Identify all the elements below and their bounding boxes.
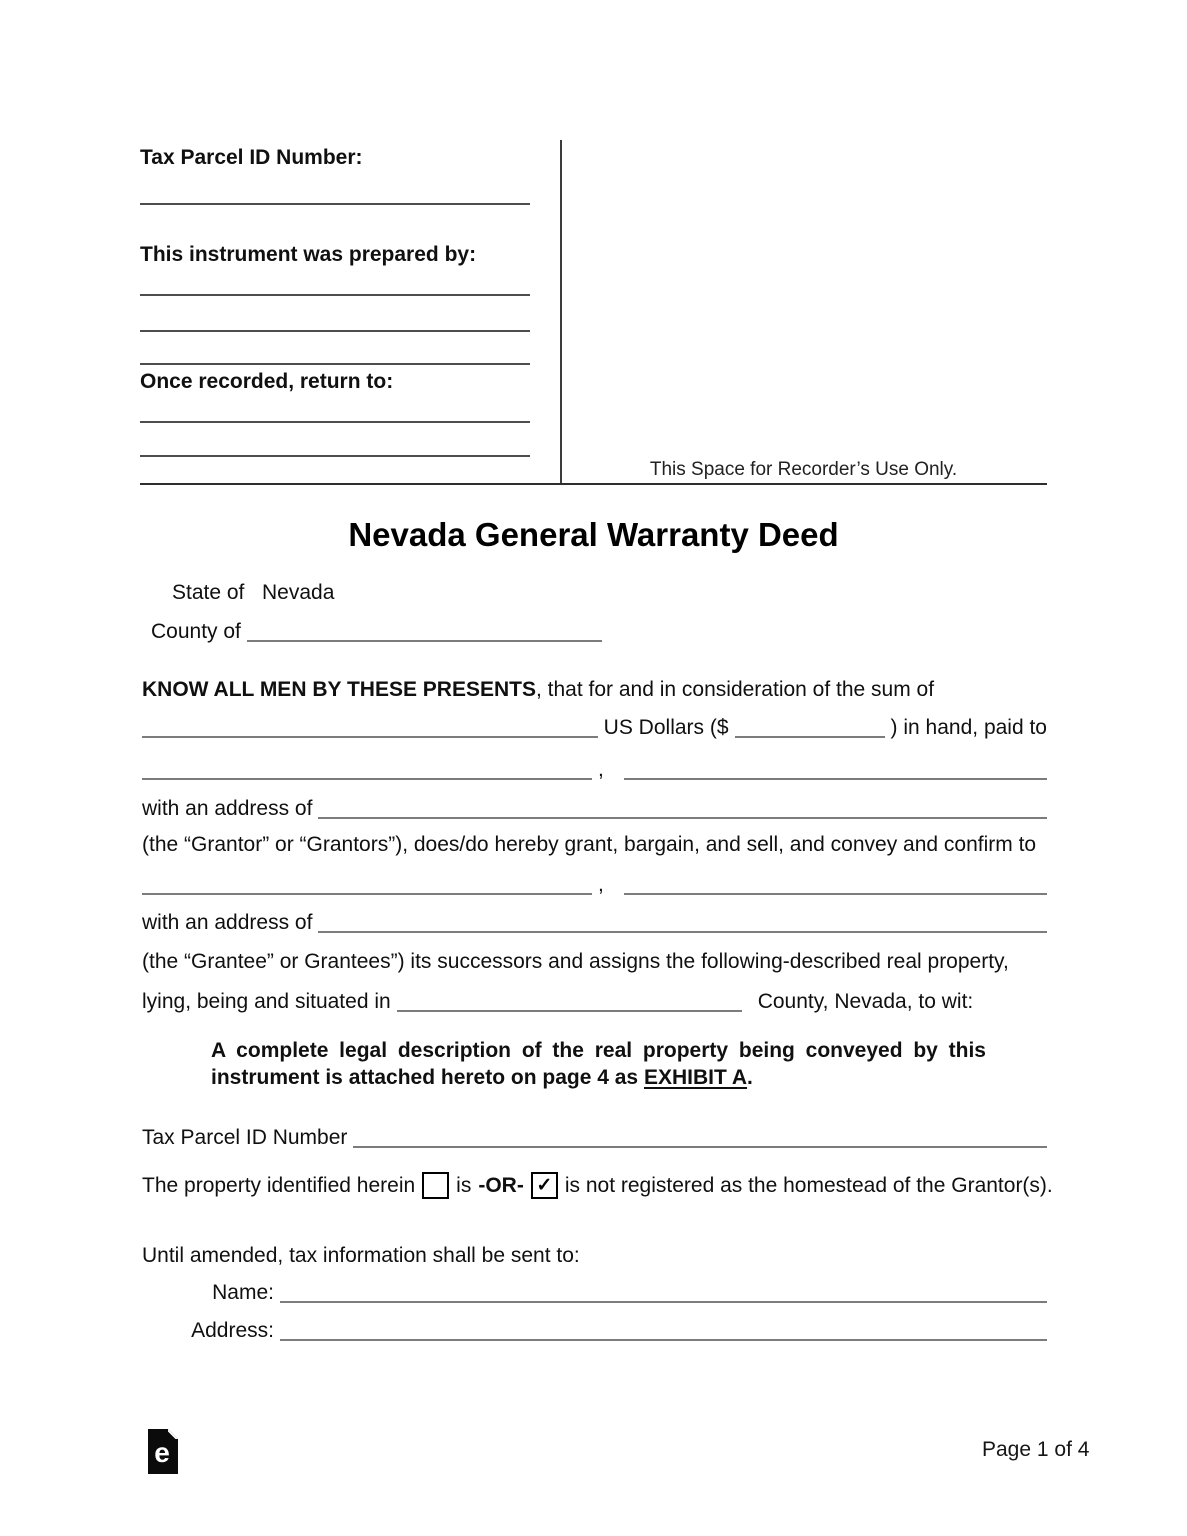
grantee-clause-text: (the “Grantee” or Grantees”) its successors and assigns the following-described real property, [142, 950, 1009, 973]
legal-description-paragraph [211, 1038, 986, 1092]
tax-info-intro-row [142, 1244, 1047, 1268]
presents-rest-text: , that for and in consideration of the sum of [536, 678, 935, 701]
grantee-name-1-field[interactable] [142, 875, 592, 895]
grantee-address-label: with an address of [142, 911, 313, 934]
tax-info-address-field[interactable] [280, 1321, 1047, 1341]
grantee-name-2-field[interactable] [624, 875, 1047, 895]
us-dollars-label: US Dollars ($ [603, 716, 729, 739]
grantor-name-2-field[interactable] [624, 760, 1047, 780]
eforms-logo-icon [148, 1429, 178, 1479]
in-hand-label: ) in hand, paid to [890, 716, 1047, 739]
tax-info-name-label: Name: [212, 1281, 274, 1304]
situated-county-field[interactable] [397, 992, 742, 1012]
grantee-clause-row [142, 950, 1047, 974]
prepared-by-field-line-2[interactable] [140, 330, 530, 332]
grantee-names-row [142, 871, 1047, 897]
grantor-clause-text: (the “Grantor” or “Grantors”), does/do hereby grant, bargain, and sell, and convey and confirm to [142, 833, 1037, 856]
homestead-or-label: -OR- [478, 1173, 524, 1197]
grantor-address-row [142, 795, 1047, 821]
tax-info-address-label: Address: [191, 1319, 274, 1342]
tax-parcel-id-field[interactable] [140, 203, 530, 205]
county-row [151, 618, 602, 644]
eforms-logo-letter: e [154, 1437, 170, 1468]
presents-row [142, 678, 1047, 702]
tax-parcel-field[interactable] [353, 1128, 1047, 1148]
document-title: Nevada General Warranty Deed [348, 516, 839, 553]
situated-suffix: County, Nevada, to wit: [757, 990, 974, 1013]
dollar-amount-row [142, 714, 1047, 740]
state-of-label: State of [172, 581, 245, 604]
recorder-box-divider [560, 140, 562, 483]
tax-info-name-field[interactable] [280, 1283, 1047, 1303]
prepared-by-field-line-3[interactable] [140, 363, 530, 365]
prepared-by-field-line-1[interactable] [140, 294, 530, 296]
situated-row [142, 988, 1047, 1014]
recorder-box-bottom-rule [140, 483, 1047, 485]
grantor-address-field[interactable] [318, 799, 1047, 819]
return-to-label: Once recorded, return to: [140, 370, 394, 393]
prepared-by-label: This instrument was prepared by: [140, 243, 477, 266]
presents-bold-text: KNOW ALL MEN BY THESE PRESENTS [142, 678, 536, 701]
tax-info-address-row [142, 1317, 1047, 1343]
return-to-field-line-2[interactable] [140, 455, 530, 457]
comma-separator-2: , [598, 873, 604, 896]
amount-words-field[interactable] [142, 718, 598, 738]
grantee-address-field[interactable] [318, 913, 1047, 933]
grantor-clause-row [142, 833, 1047, 857]
homestead-is-label: is [456, 1173, 472, 1197]
grantor-name-1-field[interactable] [142, 760, 592, 780]
homestead-is-checkbox[interactable] [422, 1172, 449, 1199]
grantor-address-label: with an address of [142, 797, 313, 820]
tax-parcel-label: Tax Parcel ID Number [142, 1126, 348, 1149]
situated-label: lying, being and situated in [142, 990, 391, 1013]
return-to-field-line-1[interactable] [140, 421, 530, 423]
page-number: Page 1 of 4 [982, 1438, 1090, 1461]
legal-description-text: A complete legal description of the real property being conveyed by this instrument is attached hereto on page 4 as [211, 1039, 986, 1089]
exhibit-a-period: . [747, 1065, 753, 1089]
amount-numeric-field[interactable] [735, 718, 885, 738]
tax-info-intro-text: Until amended, tax information shall be sent to: [142, 1244, 580, 1267]
homestead-suffix-text: is not registered as the homestead of the Grantor(s). [564, 1173, 1053, 1197]
tax-info-name-row [142, 1279, 1047, 1305]
comma-separator: , [598, 758, 604, 781]
tax-parcel-row [142, 1124, 1047, 1150]
tax-parcel-id-label: Tax Parcel ID Number: [140, 146, 363, 169]
county-of-label: County of [151, 620, 241, 643]
homestead-row [142, 1172, 1053, 1199]
recorder-use-only-note: This Space for Recorder’s Use Only. [649, 459, 958, 480]
homestead-is-not-checkbox[interactable]: ✓ [531, 1172, 558, 1199]
homestead-prefix-text: The property identified herein [142, 1173, 416, 1197]
exhibit-a-reference: EXHIBIT A [643, 1065, 748, 1089]
grantee-address-row [142, 909, 1047, 935]
grantor-names-row [142, 756, 1047, 782]
state-value: Nevada [262, 581, 335, 604]
county-field[interactable] [247, 622, 602, 642]
